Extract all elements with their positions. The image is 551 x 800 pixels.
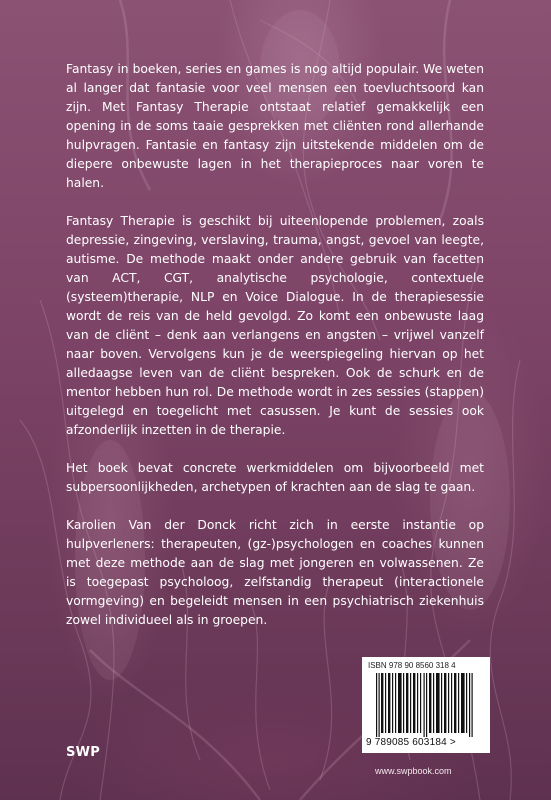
publisher-logo: SWP [66,745,101,760]
blurb-paragraph-intro: Fantasy in boeken, series en games is nog altijd populair. We weten al langer dat fantasie voor veel mensen een toevluchtsoord kan zijn. Met Fantasy Therapie ontstaat relatief gemakkelijk een opening in de soms taaie gesprekken met cliënten rond allerhande hulpvragen. Fantasie en fantasy zijn uitstekende middelen om de diepere onbewuste lagen in het therapieproces naar voren te halen. [66,62,484,190]
isbn-label: ISBN 978 90 8560 318 4 [368,661,456,670]
blurb-paragraph-method: Fantasy Therapie is geschikt bij uiteenlopende problemen, zoals depressie, zingeving, verslaving, trauma, angst, gevoel van leegte, autisme. De methode maakt onder andere gebruik van facetten van ACT, CGT, analytische psychologie, contextuele (systeem)therapie, NLP en Voice Dialogue. In de therapiesessie wordt de reis van de held gevolgd. Zo komt een onbewuste laag van de cliënt – denk aan verlangens en angsten – vrijwel vanzelf naar boven. Vervolgens kun je de weerspiegeling hiervan op het alledaagse leven van de cliënt bespreken. Ook de schurk en de mentor hebben hun rol. De methode wordt in zes sessies (stappen) uitgelegd en toegelicht met casussen. Je kunt de sessies ook afzonderlijk inzetten in de therapie. [66,214,484,437]
back-cover-blurb [66,60,484,649]
blurb-paragraph-tools: Het boek bevat concrete werkmiddelen om bijvoorbeeld met subpersoonlijkheden, archetypen of krachten aan de slag te gaan. [66,461,484,494]
blurb-paragraph-author: Karolien Van der Donck richt zich in eerste instantie op hulpverleners: therapeuten, (gz-)psychologen en coaches kunnen met deze methode aan de slag met jongeren en volwassenen. Ze is toegepast psycholoog, zelfstandig therapeut (interactionele vormgeving) en begeleidt mensen in een psychiatrisch ziekenhuis zowel individueel als in groepen. [66,518,484,627]
barcode-panel [362,657,490,753]
barcode-icon [368,673,484,741]
barcode-digits: 9 789085 603184 > [366,737,456,748]
publisher-website: www.swpbook.com [375,766,452,776]
